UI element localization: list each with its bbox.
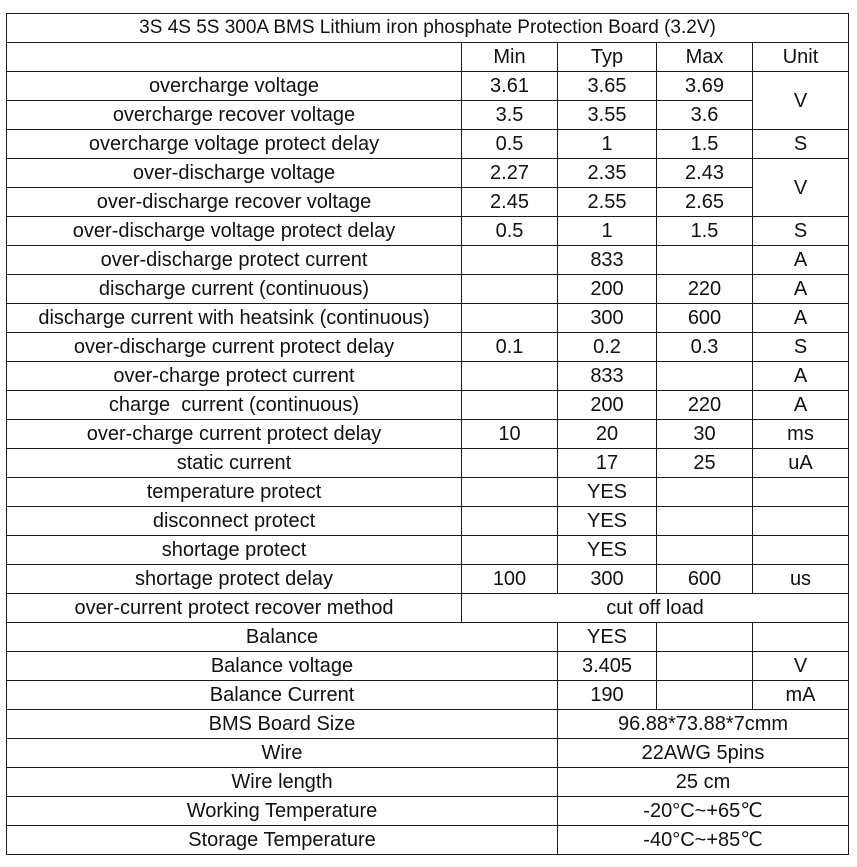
max-cell: 3.69 [657, 72, 753, 101]
param-cell: Balance [7, 623, 558, 652]
param-cell: over-discharge protect current [7, 246, 462, 275]
unit-cell [753, 536, 849, 565]
param-cell: over-discharge voltage [7, 159, 462, 188]
table-row [7, 275, 849, 304]
param-cell: over-discharge voltage protect delay [7, 217, 462, 246]
unit-cell: V [753, 159, 849, 217]
typ-cell: 833 [558, 246, 657, 275]
unit-cell: ms [753, 420, 849, 449]
max-cell: 2.65 [657, 188, 753, 217]
table-row [7, 623, 849, 652]
min-cell [462, 449, 558, 478]
max-cell [657, 246, 753, 275]
param-cell: BMS Board Size [7, 710, 558, 739]
table-row [7, 217, 849, 246]
unit-cell: mA [753, 681, 849, 710]
celsius-suffix: ℃ [740, 829, 763, 851]
typ-cell: 200 [558, 391, 657, 420]
unit-cell [753, 623, 849, 652]
table-row [7, 594, 849, 623]
value-cell [558, 797, 849, 826]
max-cell: 1.5 [657, 130, 753, 159]
value-cell: 25 cm [558, 768, 849, 797]
min-cell [462, 478, 558, 507]
min-cell [462, 304, 558, 333]
unit-cell: us [753, 565, 849, 594]
max-cell: 600 [657, 565, 753, 594]
min-cell: 0.5 [462, 217, 558, 246]
table-row [7, 565, 849, 594]
max-cell: 25 [657, 449, 753, 478]
max-cell [657, 478, 753, 507]
typ-cell: 3.405 [558, 652, 657, 681]
typ-cell: 3.65 [558, 72, 657, 101]
min-cell: 0.5 [462, 130, 558, 159]
min-cell: 2.45 [462, 188, 558, 217]
param-cell: over-charge protect current [7, 362, 462, 391]
max-cell: 220 [657, 391, 753, 420]
param-cell: disconnect protect [7, 507, 462, 536]
title-row [7, 14, 849, 43]
min-cell [462, 246, 558, 275]
param-cell: static current [7, 449, 462, 478]
table-row [7, 507, 849, 536]
param-cell: overcharge voltage protect delay [7, 130, 462, 159]
table-row [7, 478, 849, 507]
header-max: Max [657, 43, 753, 72]
max-cell: 30 [657, 420, 753, 449]
table-row [7, 333, 849, 362]
min-cell: 3.61 [462, 72, 558, 101]
min-cell: 0.1 [462, 333, 558, 362]
table-row [7, 391, 849, 420]
typ-cell: 3.55 [558, 101, 657, 130]
unit-cell: A [753, 391, 849, 420]
max-cell [657, 362, 753, 391]
max-cell [657, 681, 753, 710]
param-cell: Working Temperature [7, 797, 558, 826]
param-cell: shortage protect [7, 536, 462, 565]
param-cell: Balance Current [7, 681, 558, 710]
min-cell [462, 391, 558, 420]
typ-cell: YES [558, 536, 657, 565]
value-text: -20°C~+65 [643, 800, 741, 822]
min-cell: 100 [462, 565, 558, 594]
param-cell: overcharge voltage [7, 72, 462, 101]
min-cell [462, 275, 558, 304]
unit-cell: uA [753, 449, 849, 478]
typ-cell: 300 [558, 565, 657, 594]
table-row [7, 652, 849, 681]
typ-cell: 20 [558, 420, 657, 449]
min-cell: 3.5 [462, 101, 558, 130]
table-row [7, 101, 849, 130]
param-cell: over-discharge current protect delay [7, 333, 462, 362]
header-unit: Unit [753, 43, 849, 72]
header-min: Min [462, 43, 558, 72]
param-cell: overcharge recover voltage [7, 101, 462, 130]
unit-cell: A [753, 246, 849, 275]
table-row [7, 362, 849, 391]
param-cell: Storage Temperature [7, 826, 558, 855]
unit-cell: S [753, 333, 849, 362]
table-row [7, 420, 849, 449]
param-cell: discharge current (continuous) [7, 275, 462, 304]
typ-cell: YES [558, 623, 657, 652]
unit-cell: A [753, 362, 849, 391]
param-cell: Balance voltage [7, 652, 558, 681]
unit-cell [753, 478, 849, 507]
max-cell [657, 623, 753, 652]
table-row [7, 72, 849, 101]
unit-cell: S [753, 130, 849, 159]
unit-cell: A [753, 275, 849, 304]
max-cell: 2.43 [657, 159, 753, 188]
param-cell: over-current protect recover method [7, 594, 462, 623]
param-cell: Wire length [7, 768, 558, 797]
param-cell: temperature protect [7, 478, 462, 507]
param-cell: shortage protect delay [7, 565, 462, 594]
typ-cell: 0.2 [558, 333, 657, 362]
header-typ: Typ [558, 43, 657, 72]
max-cell [657, 507, 753, 536]
table-row [7, 797, 849, 826]
min-cell [462, 362, 558, 391]
typ-cell: YES [558, 507, 657, 536]
max-cell [657, 536, 753, 565]
unit-cell: V [753, 72, 849, 130]
value-cell: cut off load [462, 594, 849, 623]
table-row [7, 739, 849, 768]
value-text: -40°C~+85 [643, 829, 741, 851]
typ-cell: 190 [558, 681, 657, 710]
min-cell [462, 536, 558, 565]
typ-cell: 1 [558, 217, 657, 246]
table-row [7, 710, 849, 739]
typ-cell: 1 [558, 130, 657, 159]
param-cell: discharge current with heatsink (continuous) [7, 304, 462, 333]
table-row [7, 188, 849, 217]
unit-cell: A [753, 304, 849, 333]
typ-cell: 300 [558, 304, 657, 333]
value-cell [558, 826, 849, 855]
min-cell: 10 [462, 420, 558, 449]
typ-cell: 200 [558, 275, 657, 304]
table-row [7, 130, 849, 159]
typ-cell: 2.55 [558, 188, 657, 217]
table-row [7, 159, 849, 188]
bms-spec-table [6, 13, 849, 855]
table-row [7, 246, 849, 275]
table-row [7, 536, 849, 565]
table-title: 3S 4S 5S 300A BMS Lithium iron phosphate Protection Board (3.2V) [7, 14, 849, 43]
header-parameter [7, 43, 462, 72]
min-cell [462, 507, 558, 536]
value-cell: 22AWG 5pins [558, 739, 849, 768]
unit-cell: S [753, 217, 849, 246]
max-cell: 600 [657, 304, 753, 333]
max-cell: 1.5 [657, 217, 753, 246]
max-cell [657, 652, 753, 681]
param-cell: Wire [7, 739, 558, 768]
typ-cell: 2.35 [558, 159, 657, 188]
max-cell: 3.6 [657, 101, 753, 130]
table-row [7, 768, 849, 797]
typ-cell: 17 [558, 449, 657, 478]
table-row [7, 681, 849, 710]
param-cell: over-discharge recover voltage [7, 188, 462, 217]
table-row [7, 826, 849, 855]
unit-cell [753, 507, 849, 536]
typ-cell: 833 [558, 362, 657, 391]
unit-cell: V [753, 652, 849, 681]
param-cell: charge current (continuous) [7, 391, 462, 420]
table-row [7, 449, 849, 478]
typ-cell: YES [558, 478, 657, 507]
celsius-suffix: ℃ [740, 800, 763, 822]
header-row [7, 43, 849, 72]
min-cell: 2.27 [462, 159, 558, 188]
table-row [7, 304, 849, 333]
param-cell: over-charge current protect delay [7, 420, 462, 449]
value-cell: 96.88*73.88*7cmm [558, 710, 849, 739]
max-cell: 220 [657, 275, 753, 304]
max-cell: 0.3 [657, 333, 753, 362]
